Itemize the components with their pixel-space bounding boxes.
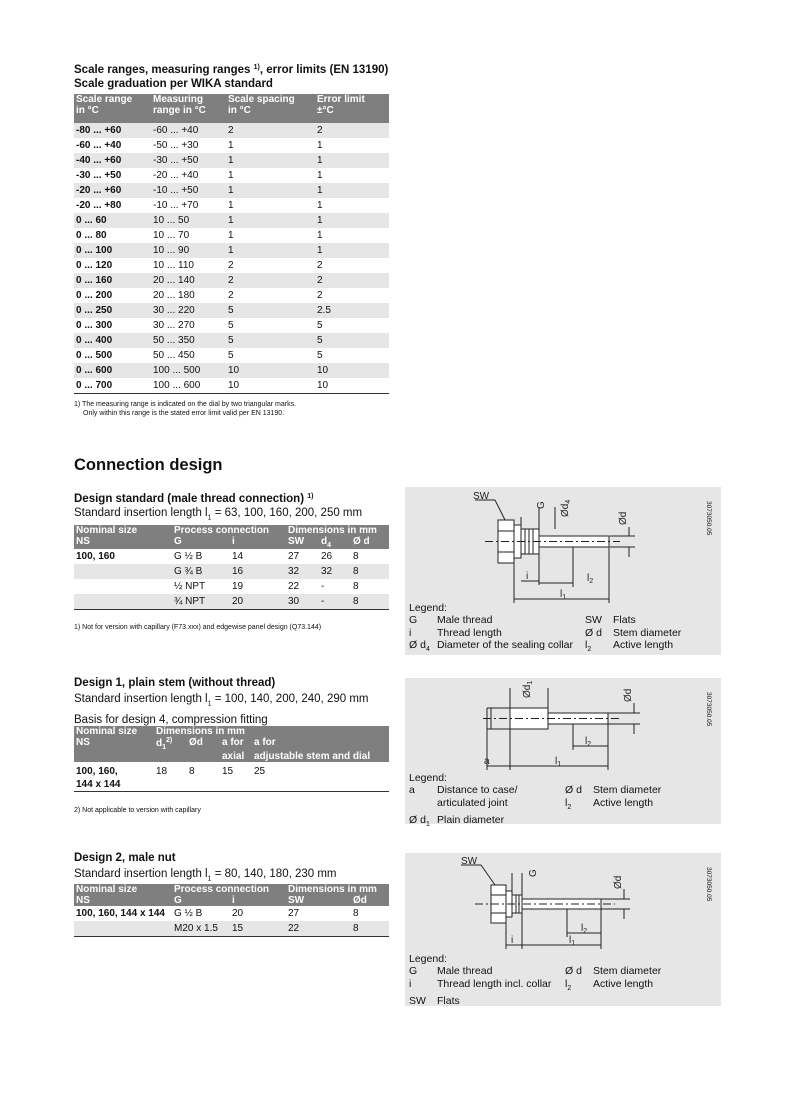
- scale-spacing-cell: 2: [228, 260, 234, 271]
- design-standard-header: Design standard (male thread connection) $^{1)}$ Standard insertion length $l_1 = 63$, 100, 160, 200, 250 mm: [74, 493, 363, 522]
- d2-cell-sw: 22: [286, 921, 351, 937]
- scale-range-cell: 0 ... 300: [76, 320, 113, 331]
- d2-legend-title: Legend:: [409, 953, 447, 965]
- ds-label-i: i: [526, 571, 529, 582]
- d2-cell-i: 20: [232, 908, 244, 919]
- d1-header-d1: $d_1^{2)}$: [154, 737, 187, 751]
- d2-label-sw: SW: [461, 856, 478, 867]
- ds-header-d4: $d_4$: [319, 536, 351, 549]
- d2-header-dimensions: Dimensions in mm: [286, 884, 389, 895]
- ds-cell-ns: [74, 579, 172, 594]
- scale-spacing-cell: 1: [228, 140, 234, 151]
- table-row: [74, 762, 389, 792]
- d2-cell-g: M20 x 1.5: [172, 921, 230, 937]
- scale-range-cell: 0 ... 100: [74, 243, 151, 258]
- table-row: [74, 123, 389, 138]
- ds-cell-ns: 100, 160: [76, 551, 115, 562]
- table-row: [74, 333, 389, 348]
- d1-cell-d: 8: [189, 766, 195, 777]
- ds-label-d: Ød: [618, 511, 629, 525]
- error-limit-cell: 5: [317, 320, 323, 331]
- table-row: [74, 213, 389, 228]
- d1-drawing-code: 3073050.05: [705, 692, 712, 727]
- d2-legend: Legend: G Male thread Ø d Stem diameter i Thread length incl. collar $l_2$ Active length SW Flats: [409, 953, 719, 1007]
- table-row: [74, 303, 389, 318]
- table-row: [74, 921, 389, 937]
- scale-spacing-cell: 1: [226, 213, 315, 228]
- table-row: [74, 363, 389, 378]
- ds-cell-d: 8: [351, 564, 389, 579]
- ds-header-nominal: Nominal size: [74, 525, 172, 536]
- d1-label-a: a: [484, 756, 490, 767]
- table-row: [74, 348, 389, 363]
- measuring-range-cell: 100 ... 600: [153, 380, 201, 391]
- d1-header-d: Ød: [187, 737, 220, 751]
- scale-spacing-cell: 1: [228, 200, 234, 211]
- error-limit-cell: 1: [315, 183, 389, 198]
- ds-header-g: G: [172, 536, 230, 549]
- error-limit-cell: 10: [317, 380, 329, 391]
- scale-spacing-cell: 2: [226, 123, 315, 138]
- ds-cell-d4: -: [319, 594, 351, 610]
- scale-title-sup: 1): [253, 64, 260, 71]
- d2-label-i: i: [511, 935, 514, 946]
- ds-cell-ns: [74, 564, 172, 579]
- ds-cell-d4: 32: [319, 564, 351, 579]
- design1-drawing: [405, 678, 721, 773]
- error-limit-cell: 5: [317, 350, 323, 361]
- ds-header-process: Process connection: [172, 525, 286, 536]
- scale-spacing-cell: 1: [226, 183, 315, 198]
- ds-cell-i: 20: [230, 594, 286, 610]
- scale-header-measuring: Measuring range in °C: [151, 94, 226, 123]
- d2-label-l1: $l_1$: [569, 935, 576, 947]
- scale-range-cell: -20 ... +80: [76, 200, 122, 211]
- measuring-range-cell: 10 ... 70: [153, 230, 190, 241]
- design1-diagram: [405, 678, 721, 829]
- error-limit-cell: 1: [317, 200, 323, 211]
- scale-header-error: Error limit ±°C: [315, 94, 389, 123]
- d1-header-a-axial: a for: [220, 737, 252, 751]
- scale-footnote: 1) The measuring range is indicated on the dial by two triangular marks. Only within this range is the stated error limit valid per EN 13190.: [74, 401, 297, 417]
- d1-cell-ns: 100, 160, 144 x 144: [76, 766, 121, 790]
- measuring-range-cell: -10 ... +70: [153, 200, 199, 211]
- scale-spacing-cell: 1: [228, 230, 234, 241]
- scale-spacing-cell: 10: [226, 363, 315, 378]
- table-row: [74, 549, 389, 564]
- d2-cell-i: 15: [230, 921, 286, 937]
- d2-header-sw: SW: [286, 895, 351, 906]
- scale-spacing-cell: 1: [226, 153, 315, 168]
- scale-range-cell: 0 ... 200: [76, 290, 113, 301]
- design1-footnote: 2) Not applicable to version with capillary: [74, 807, 201, 814]
- measuring-range-cell: 10 ... 50: [151, 213, 226, 228]
- ds-cell-i: 14: [232, 551, 244, 562]
- scale-range-cell: 0 ... 60: [74, 213, 151, 228]
- error-limit-cell: 1: [315, 213, 389, 228]
- measuring-range-cell: 100 ... 500: [151, 363, 226, 378]
- error-limit-cell: 2: [315, 123, 389, 138]
- connection-design-heading: Connection design: [74, 456, 223, 474]
- d2-header-i: i: [230, 895, 286, 906]
- measuring-range-cell: 50 ... 350: [151, 333, 226, 348]
- ds-cell-g: G ¾ B: [172, 564, 230, 579]
- scale-subtitle: Scale graduation per WIKA standard: [74, 78, 273, 90]
- d2-drawing-code: 3073050.05: [705, 867, 712, 902]
- scale-title-suffix: , error limits (EN 13190): [259, 64, 389, 76]
- ds-cell-i: 19: [232, 581, 244, 592]
- d2-header-g: G: [172, 895, 230, 906]
- measuring-range-cell: 30 ... 270: [153, 320, 195, 331]
- d1-header-ns: NS: [74, 737, 154, 751]
- scale-range-cell: -40 ... +60: [74, 153, 151, 168]
- d1-header-adjustable: adjustable stem and dial: [252, 751, 389, 762]
- design2-drawing: [405, 853, 721, 953]
- scale-title-text: Scale ranges, measuring ranges: [74, 64, 251, 76]
- d2-label-l2: $l_2$: [581, 923, 588, 935]
- scale-range-cell: -80 ... +60: [74, 123, 151, 138]
- ds-legend: Legend: G Male thread SW Flats i Thread length Ø d Stem diameter Ø $d_4$ Diameter of the sealing collar $l_2$ Active length: [409, 602, 719, 656]
- scale-range-cell: -60 ... +40: [76, 140, 122, 151]
- design-standard-table: [74, 525, 389, 610]
- ds-drawing-code: 3073050.05: [705, 501, 712, 536]
- scale-spacing-cell: 5: [228, 350, 234, 361]
- scale-range-cell: 0 ... 120: [76, 260, 113, 271]
- measuring-range-cell: -20 ... +40: [153, 170, 199, 181]
- d1-header-a-adj: a for: [252, 737, 389, 751]
- scale-section-title: [74, 61, 388, 91]
- scale-header-range: Scale range in °C: [74, 94, 151, 123]
- measuring-range-cell: -10 ... +50: [151, 183, 226, 198]
- table-row: [74, 198, 389, 213]
- ds-label-l2: $l_2$: [587, 573, 594, 585]
- scale-spacing-cell: 5: [228, 320, 234, 331]
- measuring-range-cell: 20 ... 140: [151, 273, 226, 288]
- ds-cell-g: ¾ NPT: [172, 594, 230, 610]
- ds-label-d4: $Ød_4$: [560, 499, 572, 517]
- table-row: [74, 318, 389, 333]
- d2-cell-d: 8: [353, 908, 359, 919]
- d2-cell-d: 8: [351, 921, 389, 937]
- scale-table: [74, 94, 389, 394]
- ds-cell-g: ½ NPT: [174, 581, 206, 592]
- d1-header-dimensions: Dimensions in mm: [154, 726, 389, 737]
- error-limit-cell: 2: [317, 290, 323, 301]
- design2-diagram: [405, 853, 721, 1006]
- measuring-range-cell: 50 ... 450: [153, 350, 195, 361]
- table-row: [74, 906, 389, 921]
- d1-header-axial: axial: [220, 751, 252, 762]
- ds-cell-g: G ½ B: [174, 551, 203, 562]
- design-standard-drawing: [405, 487, 721, 607]
- measuring-range-cell: 30 ... 220: [151, 303, 226, 318]
- table-row: [74, 564, 389, 579]
- d1-label-d: Ød: [623, 688, 634, 702]
- error-limit-cell: 2: [315, 273, 389, 288]
- d2-cell-ns: 100, 160, 144 x 144: [76, 908, 165, 919]
- design-standard-diagram: [405, 487, 721, 655]
- ds-label-g: G: [536, 501, 547, 509]
- scale-spacing-cell: 2: [226, 273, 315, 288]
- ds-cell-d: 8: [351, 594, 389, 610]
- ds-label-l1: $l_1$: [560, 589, 567, 601]
- d2-label-g: G: [528, 869, 539, 877]
- table-row: [74, 153, 389, 168]
- scale-range-cell: 0 ... 80: [76, 230, 107, 241]
- d2-cell-sw: 27: [288, 908, 300, 919]
- d2-cell-ns: [74, 921, 172, 937]
- scale-range-cell: 0 ... 160: [74, 273, 151, 288]
- table-row: [74, 378, 389, 394]
- ds-header-ns: NS: [74, 536, 172, 549]
- table-row: [74, 183, 389, 198]
- scale-range-cell: 0 ... 250: [74, 303, 151, 318]
- error-limit-cell: 2.5: [315, 303, 389, 318]
- d1-cell-d1: 18: [156, 766, 168, 777]
- error-limit-cell: 2: [317, 260, 323, 271]
- d1-legend: Legend: a Distance to case/ Ø d Stem diameter articulated joint $l_2$ Active length Ø $d_1$ Plain diameter: [409, 772, 719, 831]
- d1-label-l2: $l_2$: [585, 736, 592, 748]
- table-row: [74, 168, 389, 183]
- scale-spacing-cell: 5: [226, 333, 315, 348]
- ds-header-d: Ø d: [351, 536, 389, 549]
- d1-legend-title: Legend:: [409, 772, 447, 784]
- design1-header: Design 1, plain stem (without thread) Standard insertion length $l_1 = 100$, 140, 200, 240, 290 mm Basis for design 4, compression fitting: [74, 677, 369, 727]
- scale-spacing-cell: 1: [226, 243, 315, 258]
- measuring-range-cell: -30 ... +50: [151, 153, 226, 168]
- scale-spacing-cell: 10: [228, 380, 240, 391]
- error-limit-cell: 1: [315, 243, 389, 258]
- ds-cell-d4: 26: [321, 551, 333, 562]
- measuring-range-cell: 10 ... 90: [151, 243, 226, 258]
- error-limit-cell: 5: [315, 333, 389, 348]
- table-row: [74, 138, 389, 153]
- scale-spacing-cell: 5: [226, 303, 315, 318]
- table-row: [74, 243, 389, 258]
- d2-header-process: Process connection: [172, 884, 286, 895]
- d1-label-l1: $l_1$: [555, 756, 562, 768]
- d1-label-d1: $Ød_1$: [522, 680, 534, 698]
- d2-header-nominal: Nominal size: [74, 884, 172, 895]
- d2-header-d: Ød: [351, 895, 389, 906]
- scale-range-cell: 0 ... 500: [76, 350, 113, 361]
- scale-range-cell: 0 ... 400: [74, 333, 151, 348]
- ds-cell-sw: 22: [288, 581, 300, 592]
- table-row: [74, 288, 389, 303]
- design2-header: Design 2, male nut Standard insertion length $l_1 = 80$, 140, 180, 230 mm: [74, 852, 337, 883]
- scale-spacing-cell: 2: [228, 290, 234, 301]
- ds-cell-d: 8: [353, 581, 359, 592]
- scale-range-cell: -30 ... +50: [76, 170, 122, 181]
- design1-table: [74, 726, 389, 792]
- error-limit-cell: 1: [317, 230, 323, 241]
- d2-cell-g: G ½ B: [174, 908, 203, 919]
- d1-cell-a-adj: 25: [254, 766, 266, 777]
- ds-cell-ns: [74, 594, 172, 610]
- error-limit-cell: 1: [317, 170, 323, 181]
- scale-range-cell: -20 ... +60: [74, 183, 151, 198]
- scale-range-cell: 0 ... 700: [76, 380, 113, 391]
- ds-cell-i: 16: [230, 564, 286, 579]
- table-row: [74, 594, 389, 610]
- ds-cell-sw: 30: [286, 594, 319, 610]
- ds-legend-title: Legend:: [409, 602, 447, 614]
- ds-header-dimensions: Dimensions in mm: [286, 525, 389, 536]
- d2-label-d: Ød: [613, 875, 624, 889]
- measuring-range-cell: 10 ... 110: [153, 260, 194, 271]
- scale-spacing-cell: 1: [228, 170, 234, 181]
- ds-cell-d: 8: [353, 551, 359, 562]
- ds-cell-d4: -: [321, 581, 325, 592]
- d1-cell-a-axial: 15: [222, 766, 234, 777]
- table-row: [74, 258, 389, 273]
- measuring-range-cell: 20 ... 180: [153, 290, 195, 301]
- error-limit-cell: 10: [315, 363, 389, 378]
- measuring-range-cell: -50 ... +30: [153, 140, 199, 151]
- ds-cell-sw: 27: [288, 551, 300, 562]
- table-row: [74, 273, 389, 288]
- ds-label-sw: SW: [473, 491, 490, 502]
- table-row: [74, 228, 389, 243]
- design2-table: [74, 884, 389, 937]
- scale-range-cell: 0 ... 600: [74, 363, 151, 378]
- ds-header-sw: SW: [286, 536, 319, 549]
- design-standard-footnote: 1) Not for version with capillary (F73.xxx) and edgewise panel design (Q73.144): [74, 624, 322, 631]
- table-row: [74, 579, 389, 594]
- ds-cell-sw: 32: [286, 564, 319, 579]
- error-limit-cell: 1: [317, 140, 323, 151]
- measuring-range-cell: -60 ... +40: [151, 123, 226, 138]
- ds-header-i: i: [230, 536, 286, 549]
- d1-header-nominal: Nominal size: [74, 726, 154, 737]
- error-limit-cell: 1: [315, 153, 389, 168]
- scale-header-spacing: Scale spacing in °C: [226, 94, 315, 123]
- d2-header-ns: NS: [74, 895, 172, 906]
